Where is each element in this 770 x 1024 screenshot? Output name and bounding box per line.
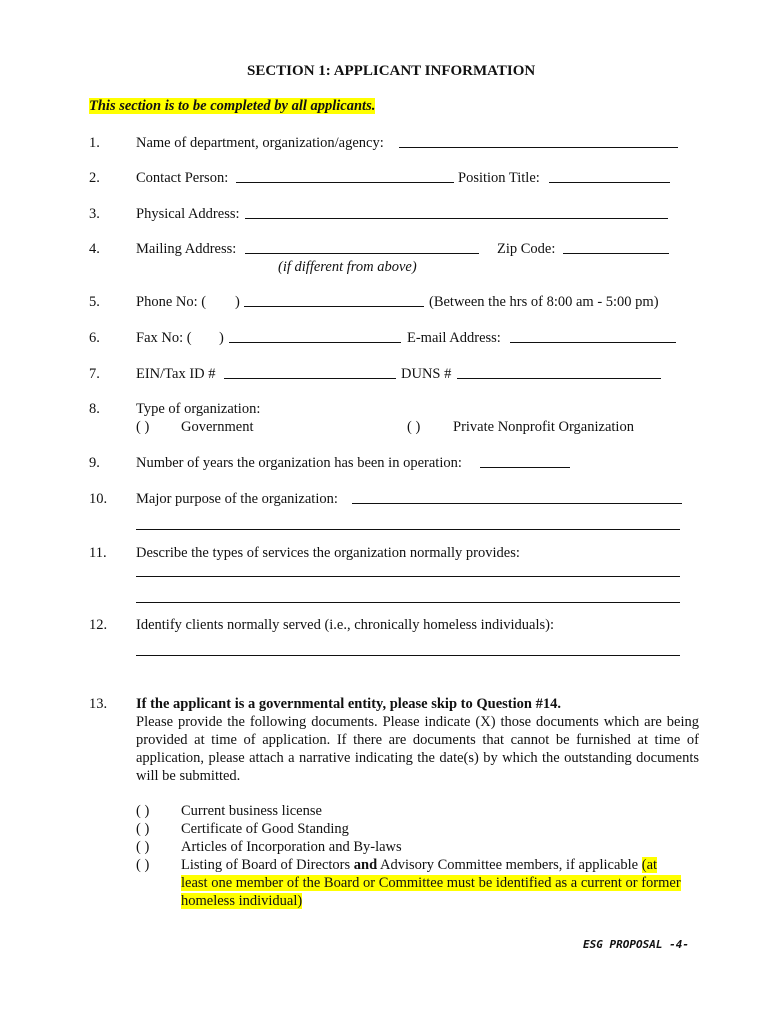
major-purpose-label: Major purpose of the organization: — [136, 491, 338, 507]
government-checkbox[interactable]: ( ) — [136, 419, 150, 435]
duns-label: DUNS # — [401, 366, 452, 382]
question-number: 3. — [89, 206, 100, 222]
section-title: SECTION 1: APPLICANT INFORMATION — [247, 63, 536, 79]
duns-blank[interactable] — [457, 378, 661, 379]
major-purpose-blank[interactable] — [352, 503, 682, 504]
page-footer: ESG PROPOSAL -4- — [583, 938, 689, 951]
ein-label: EIN/Tax ID # — [136, 366, 216, 382]
email-blank[interactable] — [510, 342, 676, 343]
question-number: 11. — [89, 545, 107, 561]
nonprofit-checkbox[interactable]: ( ) — [407, 419, 421, 435]
section-intro: This section is to be completed by all applicants. — [89, 98, 376, 114]
doc-item-articles: Articles of Incorporation and By-laws — [181, 839, 402, 855]
question-number: 8. — [89, 401, 100, 417]
nonprofit-option-label: Private Nonprofit Organization — [453, 419, 634, 435]
question-number: 6. — [89, 330, 100, 346]
question-number: 2. — [89, 170, 100, 186]
mailing-address-blank[interactable] — [245, 253, 479, 254]
question-number: 4. — [89, 241, 100, 257]
question-number: 12. — [89, 617, 108, 633]
phone-label: Phone No: ( — [136, 294, 207, 310]
question-number: 7. — [89, 366, 100, 382]
doc-checkbox-3[interactable]: ( ) — [136, 839, 150, 855]
fax-paren-close: ) — [219, 330, 224, 346]
phone-paren-close: ) — [235, 294, 240, 310]
physical-address-blank[interactable] — [245, 218, 668, 219]
government-option-label: Government — [181, 419, 254, 435]
mailing-address-note: (if different from above) — [278, 259, 417, 275]
clients-label: Identify clients normally served (i.e., chronically homeless individuals): — [136, 617, 554, 633]
services-label: Describe the types of services the organization normally provides: — [136, 545, 520, 561]
doc-checkbox-1[interactable]: ( ) — [136, 803, 150, 819]
doc-item-board-listing: Listing of Board of Directors and Advisory Committee members, if applicable (at — [181, 857, 658, 873]
q13-heading: If the applicant is a governmental entity, please skip to Question #14. — [136, 696, 561, 712]
ein-blank[interactable] — [224, 378, 396, 379]
phone-blank[interactable] — [244, 306, 424, 307]
doc-item-good-standing: Certificate of Good Standing — [181, 821, 349, 837]
org-type-label: Type of organization: — [136, 401, 261, 417]
zip-code-blank[interactable] — [563, 253, 669, 254]
position-title-blank[interactable] — [549, 182, 670, 183]
major-purpose-blank-2[interactable] — [136, 529, 680, 530]
doc-item-business-license: Current business license — [181, 803, 322, 819]
doc-checkbox-2[interactable]: ( ) — [136, 821, 150, 837]
services-blank-2[interactable] — [136, 602, 680, 603]
doc-item-board-note-line3: homeless individual) — [181, 893, 303, 909]
q13-instructions: Please provide the following documents. Please indicate (X) those documents which are being provided at time of application. If there are documents that cannot be furnished at time of application, please attach a narrative indicating the date(s) by which the outstanding documents will be submitted. — [136, 714, 699, 784]
years-in-operation-blank[interactable] — [480, 467, 570, 468]
services-blank-1[interactable] — [136, 576, 680, 577]
zip-code-label: Zip Code: — [497, 241, 556, 257]
mailing-address-label: Mailing Address: — [136, 241, 237, 257]
question-1-label: Name of department, organization/agency: — [136, 135, 384, 151]
question-number: 13. — [89, 696, 108, 712]
question-number: 10. — [89, 491, 108, 507]
fax-blank[interactable] — [229, 342, 401, 343]
years-in-operation-label: Number of years the organization has been in operation: — [136, 455, 462, 471]
phone-hours-note: (Between the hrs of 8:00 am - 5:00 pm) — [429, 294, 659, 310]
contact-person-label: Contact Person: — [136, 170, 229, 186]
contact-person-blank[interactable] — [236, 182, 454, 183]
question-number: 5. — [89, 294, 100, 310]
position-title-label: Position Title: — [458, 170, 540, 186]
doc-item-board-note-line2: least one member of the Board or Committee must be identified as a current or former — [181, 875, 681, 891]
fax-label: Fax No: ( — [136, 330, 192, 346]
physical-address-label: Physical Address: — [136, 206, 240, 222]
email-label: E-mail Address: — [407, 330, 501, 346]
question-number: 9. — [89, 455, 100, 471]
doc-checkbox-4[interactable]: ( ) — [136, 857, 150, 873]
question-1-blank[interactable] — [399, 147, 678, 148]
question-number: 1. — [89, 135, 100, 151]
clients-blank[interactable] — [136, 655, 680, 656]
